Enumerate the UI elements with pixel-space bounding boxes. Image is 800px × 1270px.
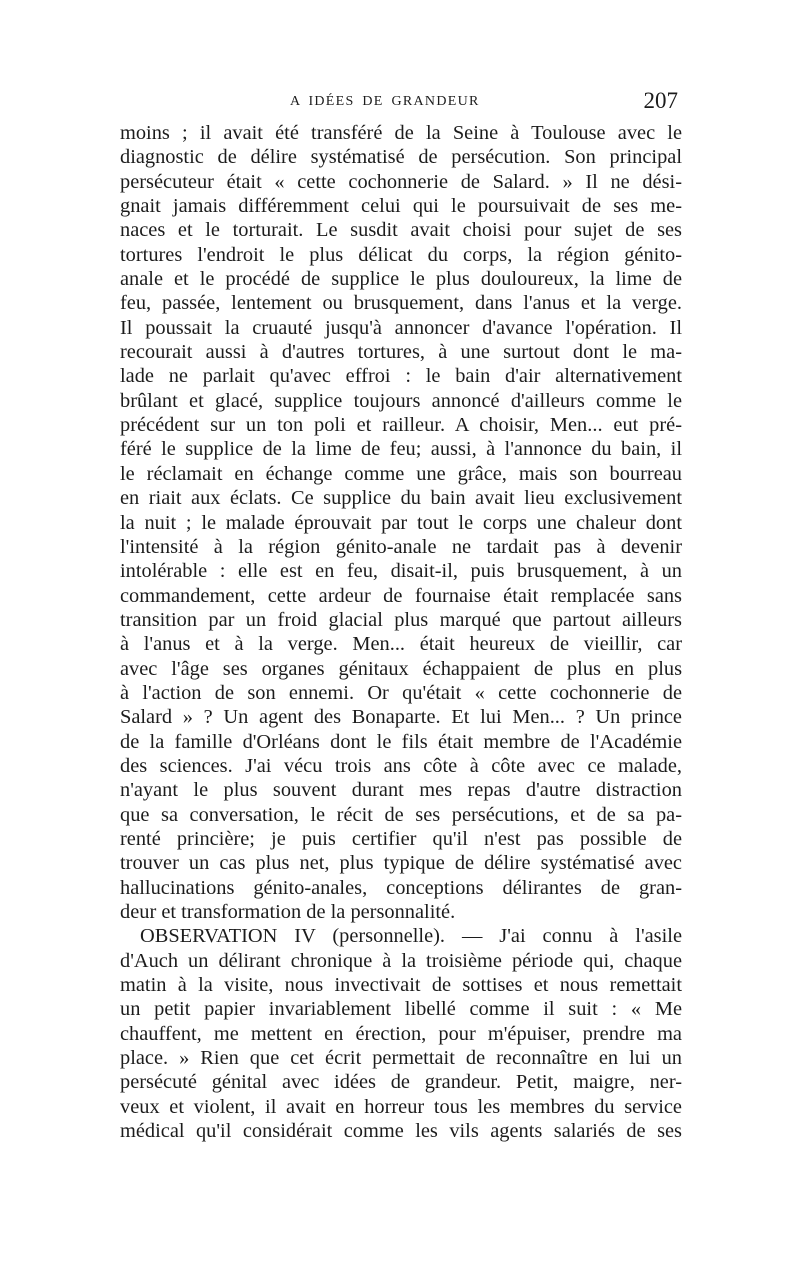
text-line: l'intensité à la région génito-anale ne tardait pas à devenir	[120, 535, 682, 558]
text-line: à l'anus et à la verge. Men... était heureux de vieillir, car	[120, 633, 682, 656]
text-line: place. » Rien que cet écrit permettait de reconnaître en lui un	[120, 1047, 682, 1070]
text-line: Salard » ? Un agent des Bonaparte. Et lui Men... ? Un prince	[120, 706, 682, 729]
observation-heading-line: OBSERVATION IV (personnelle). — J'ai connu à l'asile	[140, 925, 682, 948]
text-line: la nuit ; le malade éprouvait par tout le corps une chaleur dont	[120, 511, 682, 534]
page-number: 207	[643, 88, 678, 113]
text-line: le réclamait en échange comme une grâce, mais son bourreau	[120, 462, 682, 485]
text-line: persécuteur était « cette cochonnerie de Salard. » Il ne dési-	[120, 170, 682, 193]
text-line: moins ; il avait été transféré de la Seine à Toulouse avec le	[120, 122, 682, 144]
text-line: Il poussait la cruauté jusqu'à annoncer d'avance l'opération. Il	[120, 316, 682, 339]
text-line: naces et le torturait. Le susdit avait choisi pour sujet de ses	[120, 219, 682, 242]
text-line: un petit papier invariablement libellé comme il suit : « Me	[120, 998, 682, 1021]
text-line: chauffent, me mettent en érection, pour m'épuiser, prendre ma	[120, 1022, 682, 1045]
text-line: tortures l'endroit le plus délicat du corps, la région génito-	[120, 243, 682, 266]
text-line: à l'action de son ennemi. Or qu'était « cette cochonnerie de	[120, 681, 682, 704]
text-line: gnait jamais différemment celui qui le poursuivait de ses me-	[120, 195, 682, 218]
text-line: d'Auch un délirant chronique à la troisième période qui, chaque	[120, 949, 682, 972]
text-line: de la famille d'Orléans dont le fils était membre de l'Académie	[120, 730, 682, 753]
running-head	[120, 88, 680, 118]
text-line: commandement, cette ardeur de fournaise était remplacée sans	[120, 584, 682, 607]
text-line: trouver un cas plus net, plus typique de délire systématisé avec	[120, 852, 682, 875]
running-title: A IDÉES DE GRANDEUR	[290, 94, 480, 109]
text-line: hallucinations génito-anales, conceptions délirantes de gran-	[120, 876, 682, 899]
text-line: médical qu'il considérait comme les vils agents salariés de ses	[120, 1120, 682, 1143]
text-line: persécuté génital avec idées de grandeur. Petit, maigre, ner-	[120, 1071, 682, 1094]
text-line: intolérable : elle est en feu, disait-il, puis brusquement, à un	[120, 560, 682, 583]
paragraph-end-line: deur et transformation de la personnalité.	[120, 901, 456, 923]
body-text	[120, 121, 682, 1143]
text-line: précédent sur un ton poli et railleur. A choisir, Men... eut pré-	[120, 414, 682, 437]
text-line: renté princière; je puis certifier qu'il n'est pas possible de	[120, 827, 682, 850]
text-line: feu, passée, lentement ou brusquement, dans l'anus et la verge.	[120, 292, 682, 315]
text-line: diagnostic de délire systématisé de persécution. Son principal	[120, 146, 682, 169]
text-line: transition par un froid glacial plus marqué que partout ailleurs	[120, 608, 682, 631]
text-line: veux et violent, il avait en horreur tous les membres du service	[120, 1095, 682, 1118]
text-line: brûlant et glacé, supplice toujours annoncé d'ailleurs comme le	[120, 389, 682, 412]
text-line: avec l'âge ses organes génitaux échappaient de plus en plus	[120, 657, 682, 680]
text-line: anale et le procédé de supplice le plus douloureux, la lime de	[120, 268, 682, 291]
text-line: que sa conversation, le récit de ses persécutions, et de sa pa-	[120, 803, 682, 826]
text-line: féré le supplice de la lime de feu; aussi, à l'annonce du bain, il	[120, 438, 682, 461]
text-line: lade ne parlait qu'avec effroi : le bain d'air alternativement	[120, 365, 682, 388]
text-line: recourait aussi à d'autres tortures, à une surtout dont le ma-	[120, 341, 682, 364]
text-line: n'ayant le plus souvent durant mes repas d'autre distraction	[120, 779, 682, 802]
text-line: des sciences. J'ai vécu trois ans côte à côte avec ce malade,	[120, 754, 682, 777]
text-line: matin à la visite, nous invectivait de sottises et nous remettait	[120, 974, 682, 997]
text-line: en riait aux éclats. Ce supplice du bain avait lieu exclusivement	[120, 487, 682, 510]
